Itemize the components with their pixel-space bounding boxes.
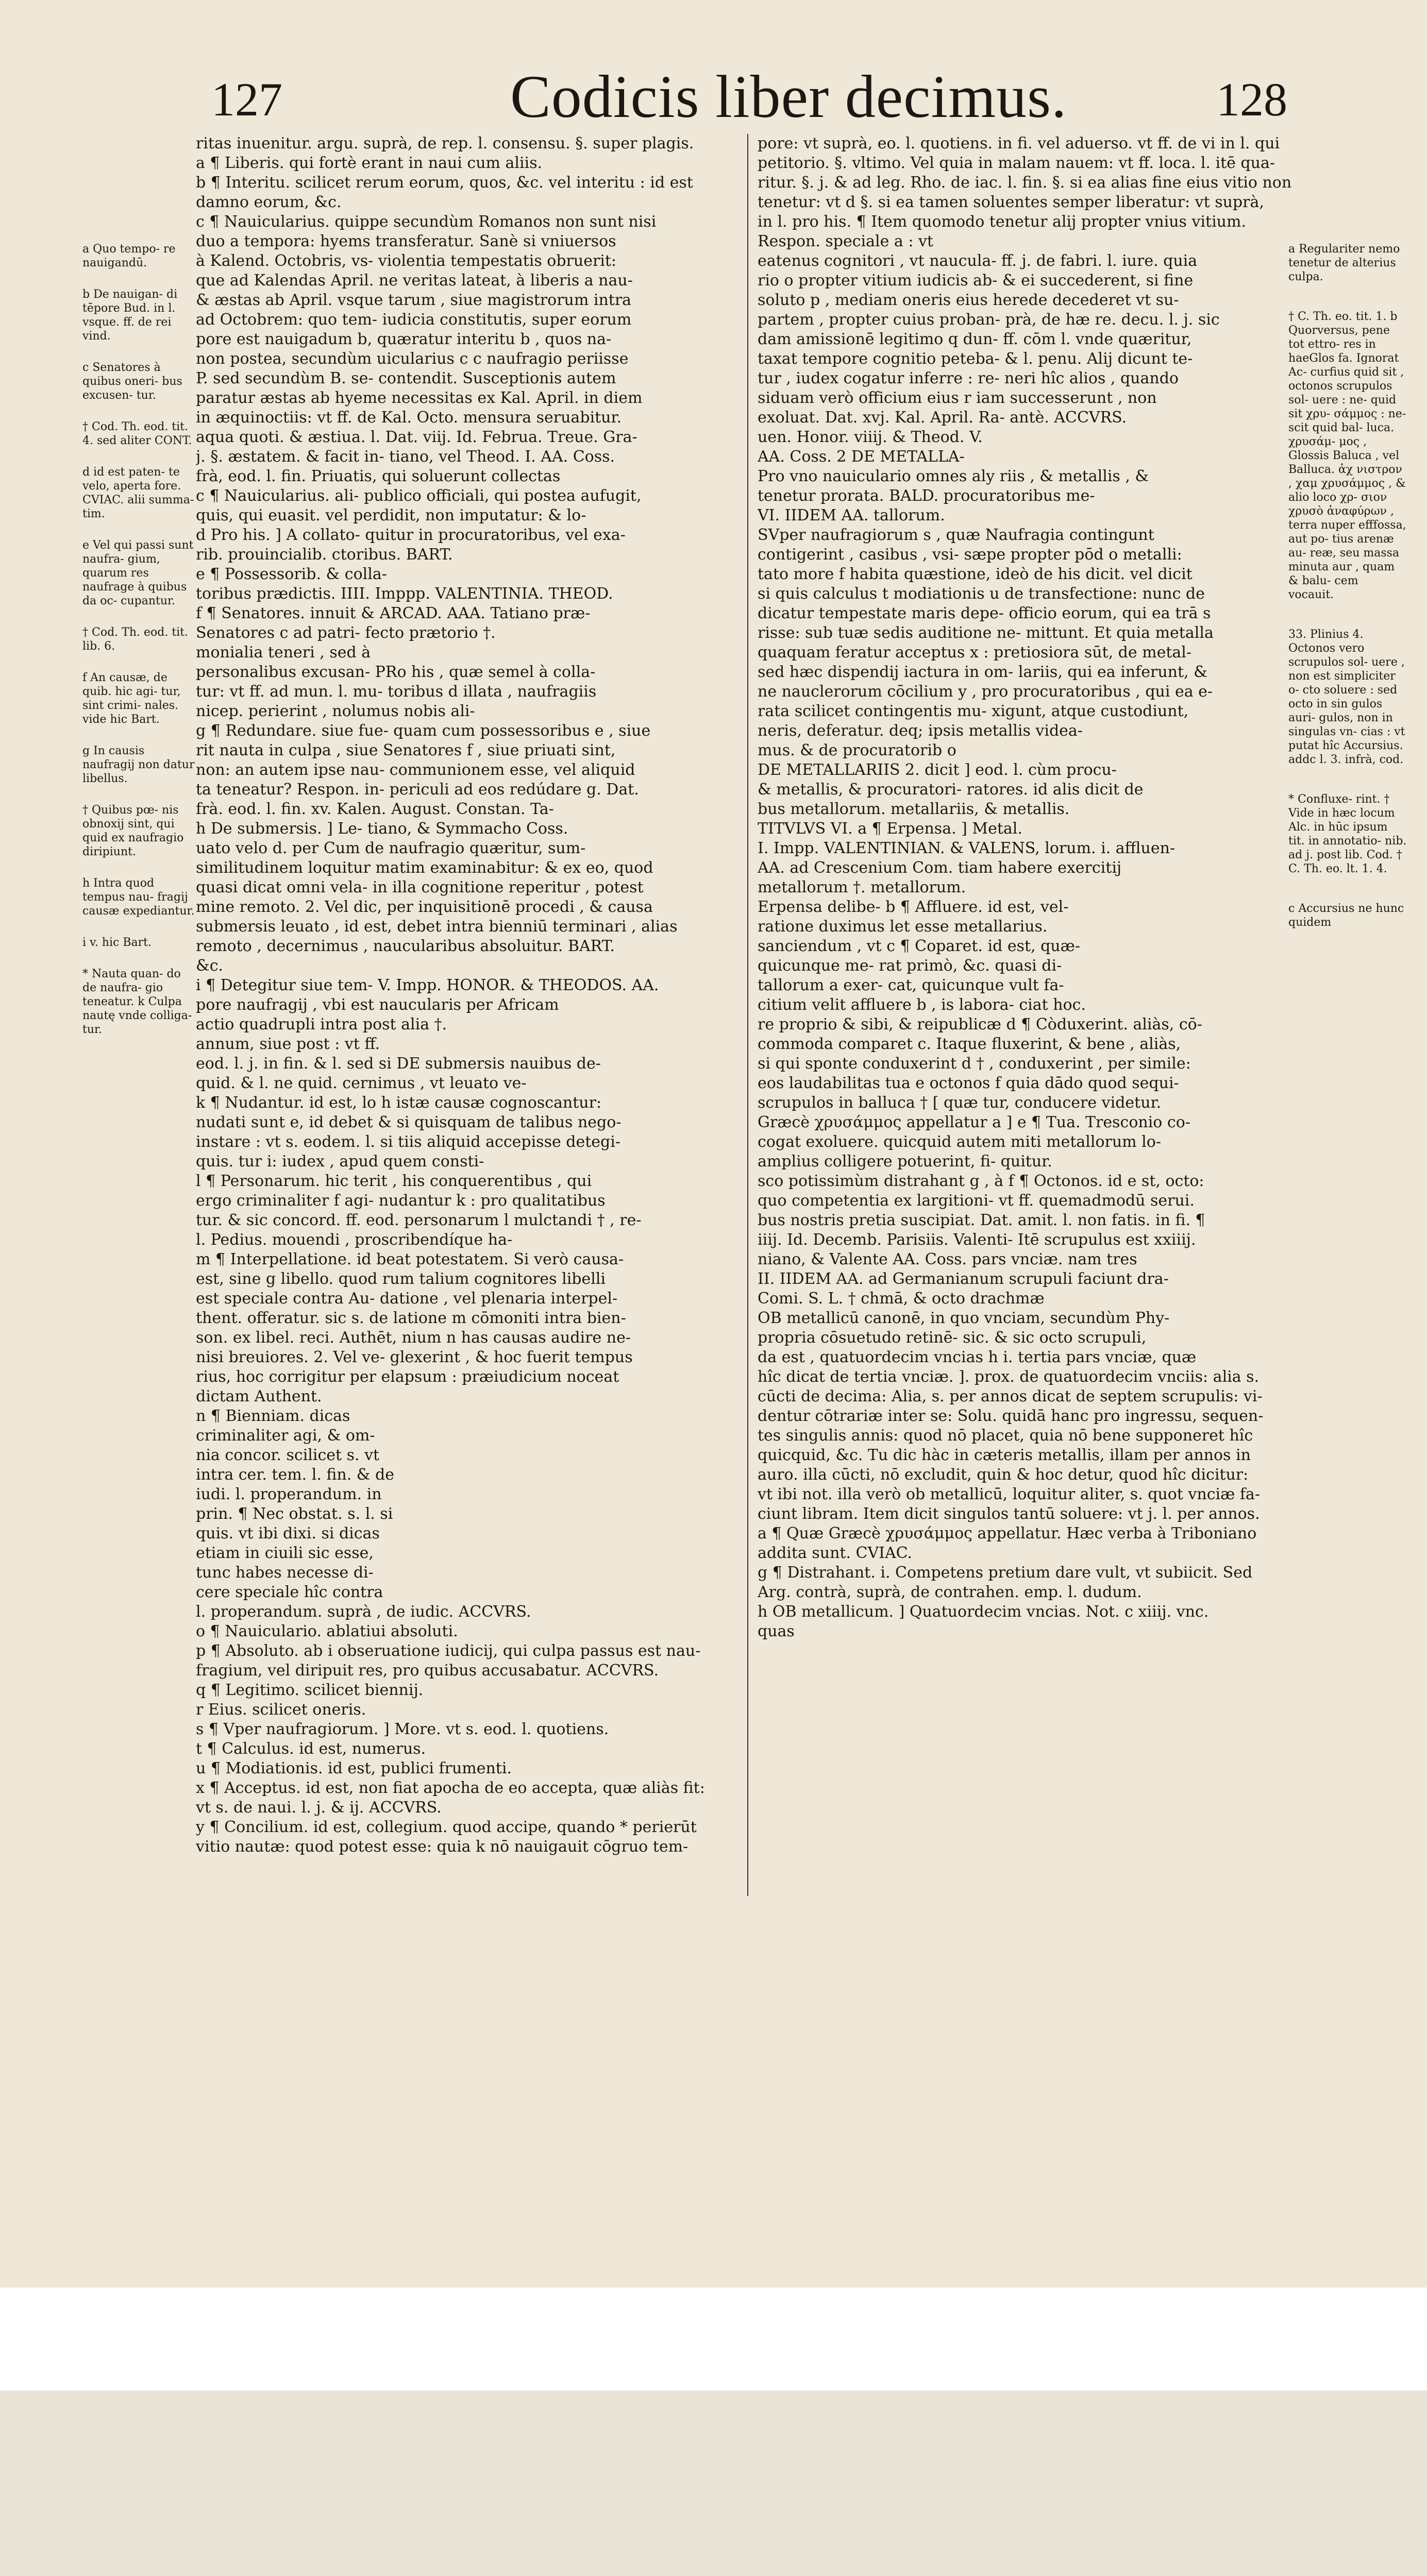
running-title: Codicis liber decimus. xyxy=(510,63,1067,130)
text-line: Arg. contrà, suprà, de contrahen. emp. l. dudum. xyxy=(758,1583,1142,1601)
text-line: Respon. speciale a : vt xyxy=(758,232,933,250)
margin-note: e Vel qui passi sunt naufra- gium, quarum res naufrage à quibus da oc- cupantur. xyxy=(82,539,194,607)
text-line: h De submersis. ] Le- tiano, & Symmacho Coss. xyxy=(196,820,568,838)
text-line: a ¶ Quæ Græcè χρυσάμμος appellatur. Hæc verba à Triboniano xyxy=(758,1524,1257,1543)
text-line: exoluat. Dat. xvj. Kal. April. Ra- antè. ACCVRS. xyxy=(758,409,1127,427)
text-line: quis. tur i: iudex , apud quem consti- xyxy=(196,1153,484,1171)
text-line: SVper naufragiorum s , quæ Naufragia contingunt xyxy=(758,526,1154,544)
text-line: neris, deferatur. deq; ipsis metallis videa- xyxy=(758,722,1083,740)
text-line: e ¶ Possessorib. & colla- xyxy=(196,565,387,583)
margin-note: b De nauigan- di tēpore Bud. in l. vsque. ff. de rei vind. xyxy=(82,288,178,343)
text-line: tallorum a exer- cat, quicunque vult fa- xyxy=(758,976,1064,994)
viewer-footer xyxy=(0,2287,1427,2391)
margin-note: c Accursius ne hunc quidem xyxy=(1288,902,1404,929)
page-header xyxy=(0,62,1427,134)
text-line: ritas inuenitur. argu. suprà, de rep. l. consensu. §. super plagis. xyxy=(196,134,694,152)
margin-note: c Senatores à quibus oneri- bus excusen- tur. xyxy=(82,361,182,402)
text-line: quaquam feratur acceptus x : pretiosiora sūt, de metal- xyxy=(758,643,1192,662)
text-line: & metallis, & procuratori- ratores. id alis dicit de xyxy=(758,781,1144,799)
text-line: in l. pro his. ¶ Item quomodo tenetur alij propter vnius vitium. xyxy=(758,213,1246,231)
text-line: contigerint , casibus , vsi- sæpe propter pōd o metalli: xyxy=(758,546,1182,564)
text-line: son. ex libel. reci. Authēt, nium n has causas audire ne- xyxy=(196,1329,631,1347)
text-line: p ¶ Absoluto. ab i obseruatione iudicij, qui culpa passus est nau- xyxy=(196,1642,701,1660)
text-line: amplius colligere potuerint, fi- quitur. xyxy=(758,1153,1052,1171)
text-line: citium velit affluere b , is labora- ciat hoc. xyxy=(758,996,1086,1014)
text-line: quas xyxy=(758,1622,795,1640)
text-line: bus nostris pretia suscipiat. Dat. amit. l. non fatis. in fi. ¶ xyxy=(758,1211,1205,1229)
text-line: f ¶ Senatores. innuit & ARCAD. AAA. Tatiano præ- xyxy=(196,604,591,622)
text-line: in æquinoctiis: vt ff. de Kal. Octo. mensura seruabitur. xyxy=(196,409,622,427)
text-line: similitudinem loquitur matim examinabitur: & ex eo, quod xyxy=(196,859,653,877)
text-line: Pro vno nauiculario omnes aly riis , & metallis , & xyxy=(758,467,1149,485)
text-line: tato more f habita quæstione, ideò de his dicit. vel dicit xyxy=(758,565,1193,583)
text-line: à Kalend. Octobris, vs- violentia tempestatis obruerit: xyxy=(196,252,617,270)
margin-note: f An causæ, de quib. hic agi- tur, sint crimi- nales. vide hic Bart. xyxy=(82,671,181,726)
text-line: paratur æstas ab hyeme necessitas ex Kal. April. in diem xyxy=(196,389,643,407)
text-line: non postea, secundùm uicularius c c naufragio periisse xyxy=(196,350,629,368)
text-line: mus. & de procuratorib o xyxy=(758,741,956,759)
text-line: t ¶ Calculus. id est, numerus. xyxy=(196,1740,426,1758)
text-line: g ¶ Redundare. siue fue- quam cum possessoribus e , siue xyxy=(196,722,651,740)
text-line: q ¶ Legitimo. scilicet biennij. xyxy=(196,1681,424,1699)
margin-note: * Nauta quan- do de naufra- gio teneatur. k Culpa nautę vnde colliga- tur. xyxy=(82,968,192,1036)
text-line: scrupulos in balluca † [ quæ tur, conducere videtur. xyxy=(758,1094,1162,1112)
margin-note: g In causis naufragij non datur libellus. xyxy=(82,744,195,785)
text-line: i ¶ Detegitur siue tem- V. Impp. HONOR. & THEODOS. AA. xyxy=(196,976,659,994)
text-line: fragium, vel diripuit res, pro quibus accusabatur. ACCVRS. xyxy=(196,1662,659,1680)
text-line: tes singulis annis: quod nō placet, quia nō bene supponeret hîc xyxy=(758,1427,1253,1445)
text-line: uen. Honor. viiij. & Theod. V. xyxy=(758,428,983,446)
text-line: pore est nauigadum b, quæratur interitu b , quos na- xyxy=(196,330,612,348)
text-line: monialia teneri , sed à xyxy=(196,643,371,662)
text-line: j. §. æstatem. & facit in- tiano, vel Theod. I. AA. Coss. xyxy=(196,448,615,466)
margin-note: 33. Plinius 4. Octonos vero scrupulos sol- uere , non est simpliciter o- cto soluere : sed octo in sin gulos auri- gulos, non in singulas vn- cias : vt putat hîc Accursius. addc l. 3. infrà, cod. xyxy=(1288,628,1405,766)
text-line: damno eorum, &c. xyxy=(196,193,342,211)
text-line: partem , propter cuius proban- prà, de hæ re. decu. l. j. sic xyxy=(758,311,1220,329)
text-line: etiam in ciuili sic esse, xyxy=(196,1544,374,1562)
text-line: m ¶ Interpellatione. id beat potestatem. Si verò causa- xyxy=(196,1250,624,1268)
text-line: vt s. de naui. l. j. & ij. ACCVRS. xyxy=(196,1799,442,1817)
text-line: prin. ¶ Nec obstat. s. l. si xyxy=(196,1505,393,1523)
text-line: est speciale contra Au- datione , vel plenaria interpel- xyxy=(196,1290,618,1308)
text-line: nicep. perierint , nolumus nobis ali- xyxy=(196,702,475,720)
text-line: AA. Coss. 2 DE METALLA- xyxy=(758,448,965,466)
column-right-text xyxy=(758,134,1294,1641)
text-line: si quis calculus t modiationis u de transfectione: nunc de xyxy=(758,585,1205,603)
text-line: c ¶ Nauicularius. ali- publico officiali, qui postea aufugit, xyxy=(196,487,642,505)
text-line: actio quadrupli intra post alia †. xyxy=(196,1015,447,1033)
text-line: quo competentia ex largitioni- vt ff. quemadmodū serui. xyxy=(758,1192,1195,1210)
text-line: s ¶ Vper naufragiorum. ] More. vt s. eod. l. quotiens. xyxy=(196,1720,609,1738)
text-line: addita sunt. CVIAC. xyxy=(758,1544,913,1562)
text-line: dicatur tempestate maris depe- officio eorum, qui ea trā s xyxy=(758,604,1211,622)
text-line: h OB metallicum. ] Quatuordecim vncias. Not. c xiiij. vnc. xyxy=(758,1603,1209,1621)
right-margin-notes xyxy=(1288,242,1407,955)
text-line: ad Octobrem: quo tem- iudicia constitutis, super eorum xyxy=(196,311,632,329)
text-line: ritur. §. j. & ad leg. Rho. de iac. l. fin. §. si ea alias fine eius vitio non xyxy=(758,174,1292,192)
text-line: d Pro his. ] A collato- quitur in procuratoribus, vel exa- xyxy=(196,526,626,544)
text-line: frà, eod. l. fin. Priuatis, qui soluerunt collectas xyxy=(196,467,561,485)
text-line: quicquid, &c. Tu dic hàc in cæteris metallis, illam per annos in xyxy=(758,1446,1251,1464)
text-line: rio o propter vitium iudicis ab- & ei succederent, si fine xyxy=(758,272,1194,290)
margin-note: a Quo tempo- re nauigandū. xyxy=(82,243,176,269)
text-line: tunc habes necesse di- xyxy=(196,1564,374,1582)
text-line: est, sine g libello. quod rum talium cognitores libelli xyxy=(196,1270,606,1288)
column-divider xyxy=(747,134,748,1896)
text-line: dentur cōtrariæ inter se: Solu. quidā hanc pro ingressu, sequen- xyxy=(758,1407,1264,1425)
text-line: k ¶ Nudantur. id est, lo h istæ causæ cognoscantur: xyxy=(196,1094,602,1112)
text-line: nisi breuiores. 2. Vel ve- glexerint , & hoc fuerit tempus xyxy=(196,1348,633,1366)
text-line: pore: vt suprà, eo. l. quotiens. in fi. vel aduerso. vt ff. de vi in l. qui xyxy=(758,134,1280,152)
text-line: aqua quoti. & æstiua. l. Dat. viij. Id. Februa. Treue. Gra- xyxy=(196,428,637,446)
text-line: submersis leuato , id est, debet intra bienniū terminari , alias xyxy=(196,918,678,936)
text-line: bus metallorum. metallariis, & metallis. xyxy=(758,800,1070,818)
text-line: nudati sunt e, id debet & si quisquam de talibus nego- xyxy=(196,1113,622,1131)
text-line: dam amissionē legitimo q dun- ff. cōm l. vnde quæritur, xyxy=(758,330,1192,348)
text-line: y ¶ Concilium. id est, collegium. quod accipe, quando * perierūt xyxy=(196,1818,697,1836)
margin-note: † C. Th. eo. tit. 1. b Quorversus, pene tot ettro- res in haeGlos fa. Ignorat Ac- curfius quid sit , octonos scrupulos sol- uere : ne- quid sit χρυ- σάμμος : ne- scit quid bal- luca. χρυσάμ- μος , Glossis Baluca , vel Balluca. ἀχ νιστρον , χαμ χρυσάμμος , & alio loco χρ- σιον χρυσὸ ἀναφύρων , terra nuper efffossa, aut po- tius arenæ au- reæ, seu massa minuta aur , quam & balu- cem vocauit. xyxy=(1288,310,1406,601)
text-line: P. sed secundùm B. se- contendit. Susceptionis autem xyxy=(196,369,616,387)
text-line: toribus prædictis. IIII. Imppp. VALENTINIA. THEOD. xyxy=(196,585,613,603)
text-line: n ¶ Bienniam. dicas xyxy=(196,1407,350,1425)
text-line: I. Impp. VALENTINIAN. & VALENS, lorum. i. affluen- xyxy=(758,839,1176,857)
margin-note: † Cod. Th. eod. tit. 4. sed aliter CONT. xyxy=(82,420,192,447)
text-line: TITVLVS VI. a ¶ Erpensa. ] Metal. xyxy=(758,820,1022,838)
margin-note: d id est paten- te velo, aperta fore. CVIAC. alii summa- tim. xyxy=(82,466,194,520)
text-line: non: an autem ipse nau- communionem esse, vel aliquid xyxy=(196,761,635,779)
margin-note: † Cod. Th. eod. tit. lib. 6. xyxy=(82,626,189,653)
text-line: cere speciale hîc contra xyxy=(196,1583,383,1601)
text-line: iiij. Id. Decemb. Parisiis. Valenti- Itē scrupulus est xxiiij. xyxy=(758,1231,1196,1249)
text-line: rit nauta in culpa , siue Senatores f , siue priuati sint, xyxy=(196,741,616,759)
text-line: annum, siue post : vt ff. xyxy=(196,1035,380,1053)
text-line: frà. eod. l. fin. xv. Kalen. August. Constan. Ta- xyxy=(196,800,554,818)
text-line: siduam verò officium eius r iam successerunt , non xyxy=(758,389,1157,407)
left-page-number: 127 xyxy=(211,73,282,126)
text-line: l. properandum. suprà , de iudic. ACCVRS. xyxy=(196,1603,531,1621)
text-line: eod. l. j. in fin. & l. sed si DE submersis nauibus de- xyxy=(196,1055,601,1073)
margin-note: † Quibus pœ- nis obnoxij sint, qui quid ex naufragio diripiunt. xyxy=(82,804,184,858)
text-line: personalibus excusan- PRo his , quæ semel à colla- xyxy=(196,663,596,681)
text-line: ciunt libram. Item dicit singulos tantū soluere: vt j. l. per annos. xyxy=(758,1505,1260,1523)
text-line: sco potissimùm distrahant g , à f ¶ Octonos. id e st, octo: xyxy=(758,1172,1204,1190)
text-line: propria cōsuetudo retinē- sic. & sic octo scrupuli, xyxy=(758,1329,1147,1347)
text-line: soluto p , mediam oneris eius herede decederet vt su- xyxy=(758,291,1179,309)
text-line: intra cer. tem. l. fin. & de xyxy=(196,1466,395,1484)
text-line: tur , iudex cogatur inferre : re- neri hîc alios , quando xyxy=(758,369,1179,387)
text-line: ne nauclerorum cōcilium y , pro procuratoribus , qui ea e- xyxy=(758,683,1213,701)
text-line: commoda comparet c. Itaque fluxerint, & bene , aliàs, xyxy=(758,1035,1181,1053)
text-line: niano, & Valente AA. Coss. pars vnciæ. nam tres xyxy=(758,1250,1137,1268)
text-line: taxat tempore cognitio peteba- & l. penu. Alij dicunt te- xyxy=(758,350,1193,368)
text-line: l. Pedius. mouendi , proscribendíque ha- xyxy=(196,1231,513,1249)
margin-note: a Regulariter nemo tenetur de alterius culpa. xyxy=(1288,243,1400,283)
text-line: ratione duximus let esse metallarius. xyxy=(758,918,1048,936)
text-line: x ¶ Acceptus. id est, non fiat apocha de eo accepta, quæ aliàs fit: xyxy=(196,1779,705,1797)
text-line: rius, hoc corrigitur per elapsum : præiudicium noceat xyxy=(196,1368,619,1386)
text-line: Senatores c ad patri- fecto prætorio †. xyxy=(196,624,496,642)
text-line: thent. offeratur. sic s. de latione m cōmoniti intra bien- xyxy=(196,1309,626,1327)
text-line: OB metallicū canonē, in quo vnciam, secundùm Phy- xyxy=(758,1309,1170,1327)
text-line: metallorum †. metallorum. xyxy=(758,878,966,896)
text-line: petitorio. §. vltimo. Vel quia in malam nauem: vt ff. loca. l. itē qua- xyxy=(758,154,1275,172)
text-line: AA. ad Crescenium Com. tiam habere exercitij xyxy=(758,859,1122,877)
margin-note: i v. hic Bart. xyxy=(82,936,152,949)
text-line: tenetur: vt d §. si ea tamen soluentes semper liberatur: vt suprà, xyxy=(758,193,1264,211)
text-line: quid. & l. ne quid. cernimus , vt leuato ve- xyxy=(196,1074,527,1092)
text-line: quis, qui euasit. vel perdidit, non imputatur: & lo- xyxy=(196,506,586,524)
text-line: II. IIDEM AA. ad Germanianum scrupuli faciunt dra- xyxy=(758,1270,1169,1288)
text-line: Erpensa delibe- b ¶ Affluere. id est, vel- xyxy=(758,898,1069,916)
text-line: vitio nautæ: quod potest esse: quia k nō nauigauit cōgruo tem- xyxy=(196,1838,689,1856)
text-line: quis. vt ibi dixi. si dicas xyxy=(196,1524,380,1543)
text-line: risse: sub tuæ sedis auditione ne- mittunt. Et quia metalla xyxy=(758,624,1214,642)
text-line: dictam Authent. xyxy=(196,1387,322,1405)
text-line: duo a tempora: hyems transferatur. Sanè si vniuersos xyxy=(196,232,616,250)
text-line: sanciendum , vt c ¶ Coparet. id est, quæ- xyxy=(758,937,1080,955)
text-line: g ¶ Distrahant. i. Competens pretium dare vult, vt subiicit. Sed xyxy=(758,1564,1253,1582)
text-line: tur. & sic concord. ff. eod. personarum l mulctandi † , re- xyxy=(196,1211,642,1229)
text-line: tur: vt ff. ad mun. l. mu- toribus d illata , naufragiis xyxy=(196,683,597,701)
text-line: tenetur prorata. BALD. procuratoribus me- xyxy=(758,487,1095,505)
text-line: cogat exoluere. quicquid autem miti metallorum lo- xyxy=(758,1133,1161,1151)
text-line: nia concor. scilicet s. vt xyxy=(196,1446,380,1464)
text-line: & æstas ab April. vsque tarum , siue magistrorum intra xyxy=(196,291,632,309)
text-line: iudi. l. properandum. in xyxy=(196,1485,382,1503)
text-line: rata scilicet contingentis mu- xigunt, atque custodiunt, xyxy=(758,702,1189,720)
margin-note: h Intra quod tempus nau- fragij causæ expediantur. xyxy=(82,877,195,918)
text-line: pore naufragij , vbi est naucularis per Africam xyxy=(196,996,559,1014)
text-line: VI. IIDEM AA. tallorum. xyxy=(758,506,945,524)
text-line: Græcè χρυσάμμος appellatur a ] e ¶ Tua. Tresconio co- xyxy=(758,1113,1190,1131)
text-line: ta teneatur? Respon. in- periculi ad eos redúdare g. Dat. xyxy=(196,781,639,799)
text-line: o ¶ Nauiculario. ablatiui absoluti. xyxy=(196,1622,458,1640)
text-line: c ¶ Nauicularius. quippe secundùm Romanos non sunt nisi xyxy=(196,213,657,231)
text-line: rib. prouincialib. ctoribus. BART. xyxy=(196,546,453,564)
text-line: a ¶ Liberis. qui fortè erant in naui cum aliis. xyxy=(196,154,543,172)
left-margin-notes xyxy=(82,242,196,1054)
text-line: re proprio & sibi, & reipublicæ d ¶ Còduxerint. aliàs, cō- xyxy=(758,1015,1202,1033)
text-line: Comi. S. L. † chmā, & octo drachmæ xyxy=(758,1290,1045,1308)
text-line: criminaliter agi, & om- xyxy=(196,1427,375,1445)
text-line: l ¶ Personarum. hic terit , his conquerentibus , qui xyxy=(196,1172,592,1190)
text-line: ergo criminaliter f agi- nudantur k : pro qualitatibus xyxy=(196,1192,606,1210)
text-line: &c. xyxy=(196,957,224,975)
column-left-text xyxy=(196,134,742,1857)
text-line: quasi dicat omni vela- in illa cognitione reperitur , potest xyxy=(196,878,644,896)
text-line: b ¶ Interitu. scilicet rerum eorum, quos, &c. vel interitu : id est xyxy=(196,174,693,192)
text-line: sed hæc dispendij iactura in om- lariis, qui ea inferunt, & xyxy=(758,663,1207,681)
text-line: r Eius. scilicet oneris. xyxy=(196,1701,366,1719)
text-line: da est , quatuordecim vncias h i. tertia pars vnciæ, quæ xyxy=(758,1348,1197,1366)
margin-note: * Confluxe- rint. † Vide in hæc locum Alc. in hūc ipsum tit. in annotatio- nib. ad j. post lib. Cod. † C. Th. eo. lt. 1. 4. xyxy=(1288,793,1407,875)
text-line: eatenus cognitori , vt naucula- ff. j. de fabri. l. iure. quia xyxy=(758,252,1198,270)
text-line: que ad Kalendas April. ne veritas lateat, à liberis a nau- xyxy=(196,272,633,290)
text-line: uato velo d. per Cum de naufragio quæritur, sum- xyxy=(196,839,586,857)
right-page-number: 128 xyxy=(1216,73,1287,126)
text-line: hîc dicat de tertia vnciæ. ]. prox. de quatuordecim vnciis: alia s. xyxy=(758,1368,1260,1386)
text-line: cūcti de decima: Alia, s. per annos dicat de septem scrupulis: vi- xyxy=(758,1387,1263,1405)
text-line: DE METALLARIIS 2. dicit ] eod. l. cùm procu- xyxy=(758,761,1117,779)
text-line: instare : vt s. eodem. l. si tiis aliquid accepisse detegi- xyxy=(196,1133,620,1151)
text-line: u ¶ Modiationis. id est, publici frumenti. xyxy=(196,1759,512,1777)
text-line: mine remoto. 2. Vel dic, per inquisitionē procedi , & causa xyxy=(196,898,653,916)
text-line: quicunque me- rat primò, &c. quasi di- xyxy=(758,957,1062,975)
text-line: eos laudabilitas tua e octonos f quia dādo quod sequi- xyxy=(758,1074,1179,1092)
text-line: vt ibi not. illa verò ob metallicū, loquitur aliter, s. quot vnciæ fa- xyxy=(758,1485,1260,1503)
text-line: si qui sponte conduxerint d † , conduxerint , per simile: xyxy=(758,1055,1191,1073)
text-line: auro. illa cūcti, nō excludit, quin & hoc detur, quod hîc dicitur: xyxy=(758,1466,1249,1484)
text-line: remoto , decernimus , naucularibus absoluitur. BART. xyxy=(196,937,615,955)
